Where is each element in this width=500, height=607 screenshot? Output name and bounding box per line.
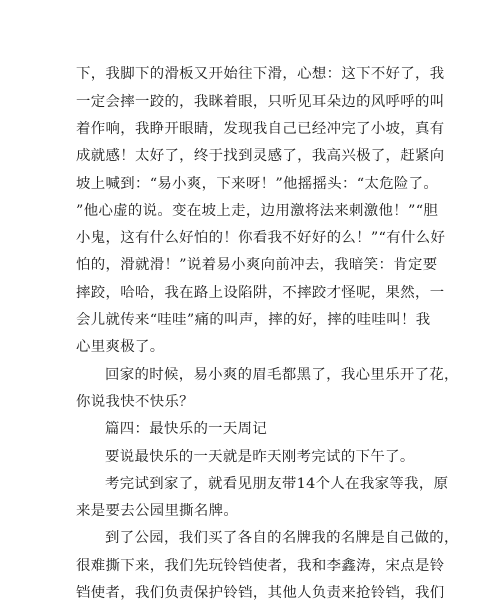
paragraph-first-line: 要说最快乐的一天就是昨天刚考完试的下午了。 xyxy=(105,449,415,465)
text-line: ”他心虚的说。变在坡上走，边用激将法来刺激他！”“胆 xyxy=(76,203,439,219)
text-line: 心里爽极了。 xyxy=(76,339,165,355)
text-line: 成就感！太好了，终于找到灵感了，我高兴极了，赶紧向 xyxy=(76,148,445,164)
text-line: 摔跤，哈哈，我在路上设陷阱，不摔跤才怪呢，果然，一 xyxy=(76,285,445,301)
text-line: 小鬼，这有什么好怕的！你看我不好好的么！”“有什么好 xyxy=(76,230,446,246)
text-line: 着作响，我睁开眼睛，发现我自己已经冲完了小坡，真有 xyxy=(76,121,445,137)
text-line: 一定会摔一跤的，我眯着眼，只听见耳朵边的风呼呼的叫 xyxy=(76,94,445,110)
text-line: 铛使者，我们负责保护铃铛，其他人负责来抢铃铛，我们 xyxy=(76,585,445,601)
section-heading: 篇四：最快乐的一天周记 xyxy=(105,421,268,437)
text-line: 会儿就传来“哇哇”痛的叫声，摔的好，摔的哇哇叫！我 xyxy=(76,312,431,328)
text-line: 来是要去公园里撕名牌。 xyxy=(76,503,239,519)
paragraph-first-line: 回家的时候，易小爽的眉毛都黑了，我心里乐开了花， xyxy=(105,367,459,383)
text-line: 下，我脚下的滑板又开始往下滑，心想：这下不好了，我 xyxy=(76,66,445,82)
text-line: 坡上喊到：“易小爽，下来呀！”他摇摇头：“太危险了。 xyxy=(76,176,439,192)
paragraph-first-line: 考完试到家了，就看见朋友带14个人在我家等我，原 xyxy=(105,476,449,492)
paragraph-first-line: 到了公园，我们买了各自的名牌我的名牌是自己做的， xyxy=(105,530,459,546)
text-line: 你说我快不快乐？ xyxy=(76,394,194,410)
text-line: 很难撕下来，我们先玩铃铛使者，我和李鑫涛，宋点是铃 xyxy=(76,558,445,574)
text-line: 怕的，滑就滑！”说着易小爽向前冲去，我暗笑：肯定要 xyxy=(76,257,438,273)
